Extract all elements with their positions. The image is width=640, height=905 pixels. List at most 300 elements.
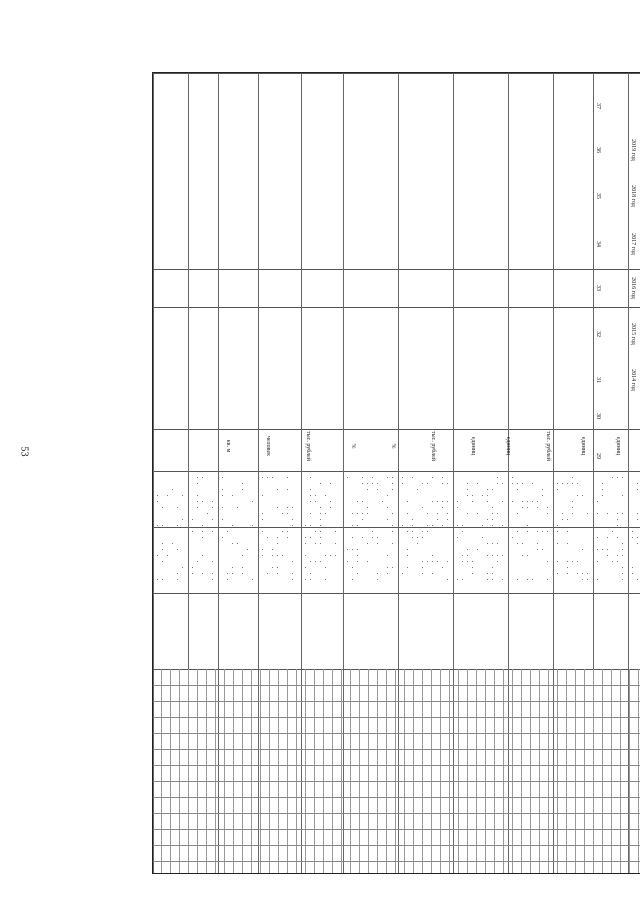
text-speck	[637, 543, 638, 544]
text-speck	[402, 525, 403, 526]
text-speck	[467, 483, 468, 484]
section-divider	[153, 527, 640, 528]
text-speck	[517, 513, 518, 514]
text-speck	[607, 537, 608, 538]
row-divider	[398, 73, 399, 873]
code-column-line	[548, 669, 549, 873]
text-speck	[442, 477, 443, 478]
text-speck	[567, 561, 568, 562]
text-speck	[437, 513, 438, 514]
text-speck	[367, 483, 368, 484]
text-speck	[330, 555, 331, 556]
text-speck	[502, 579, 503, 580]
text-speck	[537, 543, 538, 544]
text-speck	[227, 531, 228, 532]
text-speck	[357, 555, 358, 556]
code-column-line	[188, 669, 189, 873]
text-speck	[412, 537, 413, 538]
text-speck	[617, 561, 618, 562]
text-speck	[207, 513, 208, 514]
text-speck	[197, 507, 198, 508]
text-speck	[282, 555, 283, 556]
text-speck	[577, 483, 578, 484]
text-speck	[272, 477, 273, 478]
text-speck	[157, 555, 158, 556]
text-speck	[432, 573, 433, 574]
text-speck	[492, 525, 493, 526]
text-speck	[482, 537, 483, 538]
text-speck	[172, 489, 173, 490]
code-column-line	[557, 669, 558, 873]
text-speck	[320, 525, 321, 526]
text-speck	[277, 573, 278, 574]
code-row-line	[153, 701, 640, 702]
text-speck	[567, 519, 568, 520]
text-speck	[567, 573, 568, 574]
section-divider	[153, 73, 640, 74]
text-speck	[242, 555, 243, 556]
text-speck	[197, 477, 198, 478]
code-column-line	[431, 669, 432, 873]
text-speck	[242, 567, 243, 568]
text-speck	[442, 567, 443, 568]
text-speck	[335, 543, 336, 544]
text-speck	[362, 519, 363, 520]
text-speck	[457, 507, 458, 508]
text-speck	[582, 549, 583, 550]
text-speck	[512, 477, 513, 478]
text-speck	[527, 531, 528, 532]
year-label: 2014 год	[630, 369, 636, 391]
code-column-line	[638, 669, 639, 873]
column-number: 30	[595, 413, 601, 419]
text-speck	[417, 537, 418, 538]
text-speck	[547, 531, 548, 532]
text-speck	[422, 573, 423, 574]
text-speck	[547, 507, 548, 508]
text-speck	[487, 543, 488, 544]
row-divider	[508, 73, 509, 873]
text-speck	[542, 531, 543, 532]
row-unit: единиц	[470, 436, 476, 456]
code-row-line	[153, 797, 640, 798]
text-speck	[305, 525, 306, 526]
text-speck	[527, 507, 528, 508]
text-speck	[612, 561, 613, 562]
text-speck	[320, 537, 321, 538]
text-speck	[427, 513, 428, 514]
text-speck	[492, 567, 493, 568]
text-speck	[267, 537, 268, 538]
text-speck	[487, 579, 488, 580]
text-speck	[357, 549, 358, 550]
text-speck	[622, 579, 623, 580]
text-speck	[287, 531, 288, 532]
code-row-line	[153, 717, 640, 718]
text-speck	[597, 561, 598, 562]
row-unit: единиц	[505, 436, 511, 456]
text-speck	[437, 519, 438, 520]
text-speck	[407, 501, 408, 502]
text-speck	[462, 531, 463, 532]
text-speck	[437, 561, 438, 562]
column-number: 29	[595, 453, 601, 459]
text-speck	[617, 513, 618, 514]
text-speck	[287, 477, 288, 478]
text-speck	[587, 513, 588, 514]
code-column-line	[584, 669, 585, 873]
column-number: 32	[595, 331, 601, 337]
text-speck	[262, 549, 263, 550]
text-speck	[487, 519, 488, 520]
text-speck	[177, 549, 178, 550]
text-speck	[347, 477, 348, 478]
code-column-line	[377, 669, 378, 873]
text-speck	[542, 495, 543, 496]
text-speck	[362, 513, 363, 514]
text-speck	[417, 543, 418, 544]
text-speck	[387, 495, 388, 496]
text-speck	[462, 555, 463, 556]
text-speck	[622, 543, 623, 544]
text-speck	[330, 501, 331, 502]
text-speck	[357, 501, 358, 502]
text-speck	[382, 501, 383, 502]
code-column-line	[323, 669, 324, 873]
column-number: 35	[595, 193, 601, 199]
text-speck	[387, 477, 388, 478]
text-speck	[407, 531, 408, 532]
text-speck	[527, 525, 528, 526]
text-speck	[517, 579, 518, 580]
column-number: 34	[595, 241, 601, 247]
text-speck	[632, 567, 633, 568]
code-column-line	[404, 669, 405, 873]
text-speck	[577, 495, 578, 496]
text-speck	[597, 501, 598, 502]
text-speck	[457, 501, 458, 502]
text-speck	[267, 573, 268, 574]
text-speck	[310, 525, 311, 526]
text-speck	[467, 555, 468, 556]
text-speck	[362, 537, 363, 538]
text-speck	[292, 507, 293, 508]
text-speck	[315, 561, 316, 562]
text-speck	[305, 543, 306, 544]
text-speck	[222, 537, 223, 538]
code-column-line	[215, 669, 216, 873]
text-speck	[617, 555, 618, 556]
text-speck	[637, 513, 638, 514]
text-speck	[572, 501, 573, 502]
column-number: 37	[595, 103, 601, 109]
row-unit: %	[350, 443, 356, 449]
text-speck	[522, 555, 523, 556]
row-unit: кв. м	[225, 439, 231, 453]
text-speck	[197, 483, 198, 484]
text-speck	[325, 567, 326, 568]
text-speck	[447, 513, 448, 514]
text-speck	[622, 513, 623, 514]
text-speck	[537, 549, 538, 550]
text-speck	[282, 513, 283, 514]
text-speck	[497, 483, 498, 484]
code-column-line	[440, 669, 441, 873]
text-speck	[527, 579, 528, 580]
text-speck	[352, 549, 353, 550]
text-speck	[310, 513, 311, 514]
code-column-line	[170, 669, 171, 873]
code-row-line	[153, 861, 640, 862]
text-speck	[467, 495, 468, 496]
text-speck	[325, 579, 326, 580]
text-speck	[367, 489, 368, 490]
text-speck	[325, 555, 326, 556]
text-speck	[422, 507, 423, 508]
text-speck	[632, 537, 633, 538]
text-speck	[347, 549, 348, 550]
text-speck	[277, 507, 278, 508]
row-unit: тыс. рублей	[545, 431, 551, 461]
text-speck	[242, 483, 243, 484]
text-speck	[427, 561, 428, 562]
text-speck	[522, 543, 523, 544]
text-speck	[417, 489, 418, 490]
text-speck	[422, 537, 423, 538]
text-speck	[482, 495, 483, 496]
code-column-line	[305, 669, 306, 873]
text-speck	[202, 477, 203, 478]
text-speck	[262, 513, 263, 514]
text-speck	[277, 543, 278, 544]
text-speck	[162, 561, 163, 562]
text-speck	[412, 519, 413, 520]
text-speck	[497, 477, 498, 478]
text-speck	[412, 477, 413, 478]
text-speck	[387, 507, 388, 508]
row-divider	[218, 73, 219, 873]
text-speck	[335, 555, 336, 556]
row-divider	[301, 73, 302, 873]
row-unit: тыс. рублей	[430, 431, 436, 461]
table-frame	[152, 72, 640, 874]
text-speck	[392, 543, 393, 544]
text-speck	[497, 513, 498, 514]
text-speck	[287, 489, 288, 490]
text-speck	[587, 579, 588, 580]
text-speck	[522, 507, 523, 508]
text-speck	[597, 537, 598, 538]
text-speck	[262, 519, 263, 520]
text-speck	[407, 567, 408, 568]
text-speck	[177, 525, 178, 526]
text-speck	[557, 573, 558, 574]
text-speck	[542, 489, 543, 490]
text-speck	[222, 519, 223, 520]
text-speck	[182, 567, 183, 568]
code-column-line	[224, 669, 225, 873]
text-speck	[622, 495, 623, 496]
text-speck	[305, 567, 306, 568]
text-speck	[537, 531, 538, 532]
text-speck	[392, 513, 393, 514]
text-speck	[637, 489, 638, 490]
text-speck	[222, 495, 223, 496]
row-unit: единиц	[580, 436, 586, 456]
text-speck	[472, 501, 473, 502]
text-speck	[377, 537, 378, 538]
code-column-line	[575, 669, 576, 873]
text-speck	[572, 477, 573, 478]
row-unit: %	[390, 443, 396, 449]
text-speck	[167, 495, 168, 496]
text-speck	[582, 495, 583, 496]
text-speck	[177, 579, 178, 580]
text-speck	[357, 513, 358, 514]
code-column-line	[539, 669, 540, 873]
text-speck	[212, 507, 213, 508]
text-speck	[567, 567, 568, 568]
row-divider	[343, 73, 344, 873]
text-speck	[320, 519, 321, 520]
text-speck	[357, 561, 358, 562]
text-speck	[242, 489, 243, 490]
text-speck	[432, 477, 433, 478]
code-column-line	[341, 669, 342, 873]
text-speck	[492, 489, 493, 490]
text-speck	[310, 501, 311, 502]
text-speck	[367, 513, 368, 514]
text-speck	[182, 495, 183, 496]
text-speck	[367, 561, 368, 562]
text-speck	[547, 561, 548, 562]
text-speck	[622, 549, 623, 550]
text-speck	[232, 573, 233, 574]
code-row-line	[153, 845, 640, 846]
code-column-line	[629, 669, 630, 873]
code-column-line	[260, 669, 261, 873]
text-speck	[377, 573, 378, 574]
year-label: 2016 год	[630, 277, 636, 299]
text-speck	[212, 561, 213, 562]
text-speck	[277, 555, 278, 556]
text-speck	[617, 525, 618, 526]
text-speck	[182, 519, 183, 520]
text-speck	[602, 483, 603, 484]
code-column-line	[233, 669, 234, 873]
text-speck	[577, 561, 578, 562]
text-speck	[492, 513, 493, 514]
text-speck	[572, 507, 573, 508]
text-speck	[320, 531, 321, 532]
text-speck	[212, 579, 213, 580]
code-column-line	[179, 669, 180, 873]
text-speck	[232, 495, 233, 496]
text-speck	[532, 501, 533, 502]
text-speck	[557, 543, 558, 544]
text-speck	[362, 477, 363, 478]
text-speck	[432, 525, 433, 526]
text-speck	[562, 483, 563, 484]
code-row-line	[153, 733, 640, 734]
text-speck	[157, 495, 158, 496]
section-divider	[153, 269, 640, 270]
text-speck	[487, 495, 488, 496]
text-speck	[472, 567, 473, 568]
row-divider	[553, 73, 554, 873]
text-speck	[447, 561, 448, 562]
text-speck	[192, 567, 193, 568]
text-speck	[392, 483, 393, 484]
code-column-line	[602, 669, 603, 873]
text-speck	[532, 579, 533, 580]
text-speck	[252, 579, 253, 580]
column-number: 33	[595, 285, 601, 291]
text-speck	[167, 555, 168, 556]
text-speck	[542, 549, 543, 550]
text-speck	[157, 579, 158, 580]
text-speck	[232, 567, 233, 568]
code-column-line	[368, 669, 369, 873]
text-speck	[310, 579, 311, 580]
code-column-line	[314, 669, 315, 873]
text-speck	[197, 495, 198, 496]
text-speck	[482, 525, 483, 526]
text-speck	[472, 573, 473, 574]
text-speck	[315, 495, 316, 496]
code-column-line	[350, 669, 351, 873]
text-speck	[212, 519, 213, 520]
text-speck	[472, 561, 473, 562]
year-label: 2015 год	[630, 323, 636, 345]
text-speck	[202, 501, 203, 502]
text-speck	[277, 567, 278, 568]
page-number: 53	[18, 446, 30, 457]
text-speck	[462, 579, 463, 580]
text-speck	[287, 537, 288, 538]
text-speck	[572, 513, 573, 514]
text-speck	[407, 513, 408, 514]
text-speck	[162, 579, 163, 580]
text-speck	[467, 549, 468, 550]
text-speck	[162, 507, 163, 508]
text-speck	[492, 519, 493, 520]
text-speck	[310, 537, 311, 538]
year-label: 2017 год	[630, 233, 636, 255]
text-speck	[157, 501, 158, 502]
text-speck	[305, 579, 306, 580]
text-speck	[447, 501, 448, 502]
text-speck	[377, 483, 378, 484]
text-speck	[537, 501, 538, 502]
text-speck	[492, 573, 493, 574]
section-divider	[153, 593, 640, 594]
text-speck	[177, 507, 178, 508]
code-row-line	[153, 829, 640, 830]
text-speck	[197, 501, 198, 502]
text-speck	[387, 519, 388, 520]
text-speck	[517, 483, 518, 484]
text-speck	[597, 549, 598, 550]
text-speck	[352, 513, 353, 514]
text-speck	[305, 537, 306, 538]
text-speck	[587, 573, 588, 574]
text-speck	[252, 525, 253, 526]
text-speck	[622, 477, 623, 478]
text-speck	[347, 561, 348, 562]
text-speck	[282, 531, 283, 532]
text-speck	[427, 525, 428, 526]
